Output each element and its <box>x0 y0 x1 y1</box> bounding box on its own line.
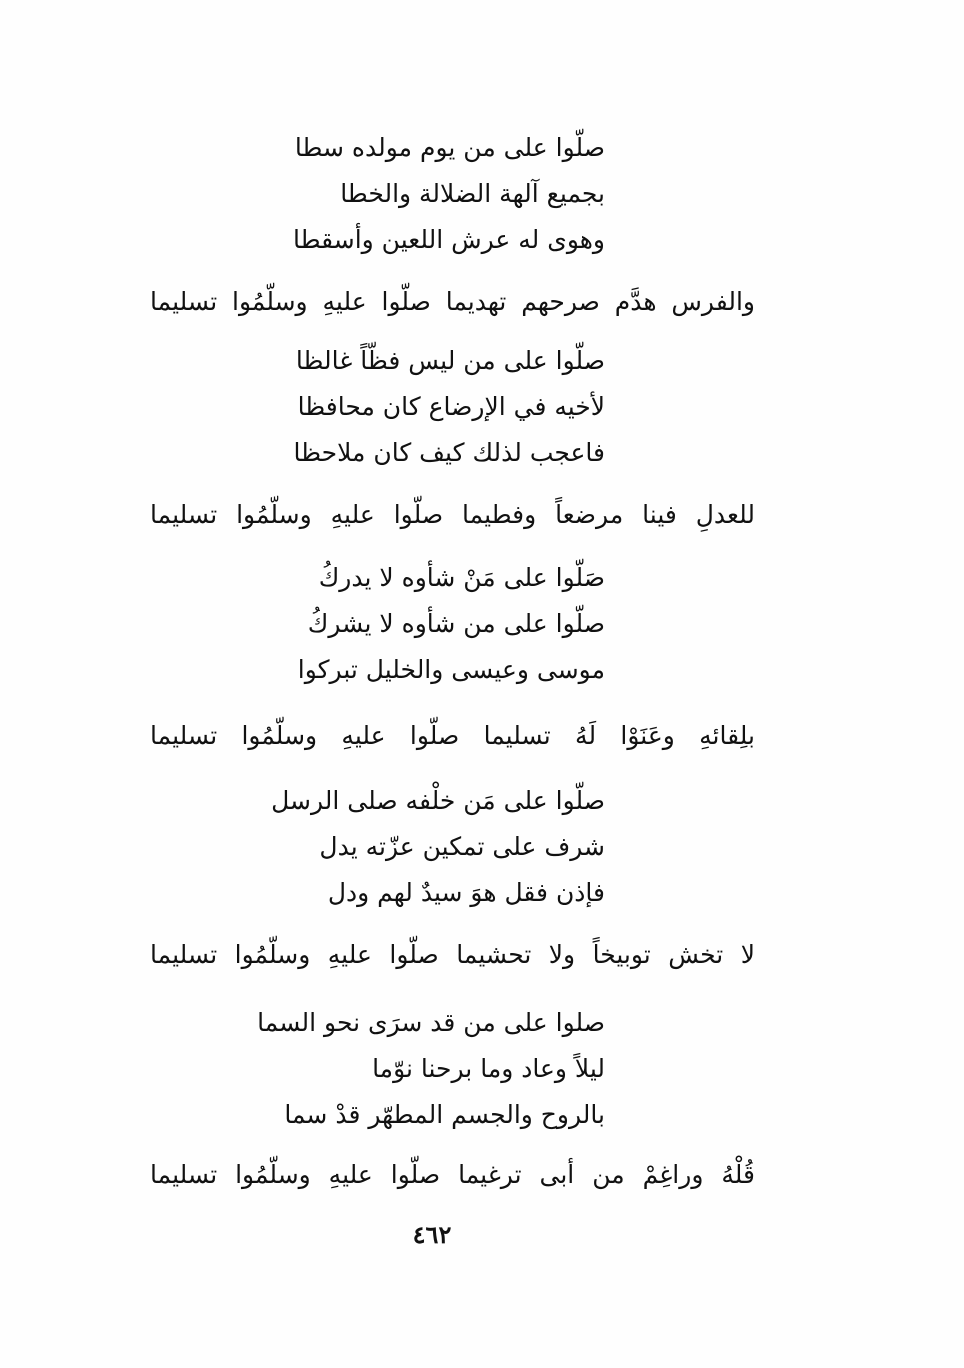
verse-line: ليلاً وعاد وما برحنا نوّما <box>372 1054 605 1083</box>
refrain-line: قُلْهُ وراغِمْ من أبى ترغيما صلّوا عليهِ وسلّمُوا تسليما <box>150 1160 755 1189</box>
verse-line: صلّوا على من ليس فظّاً غالظا <box>295 346 605 375</box>
stanza-2 <box>293 338 605 476</box>
verse-line: شرف على تمكين عزّته يدل <box>319 832 605 861</box>
refrain-line: بلِقائهِ وعَنَوْا لَهُ تسليما صلّوا عليهِ وسلّمُوا تسليما <box>150 721 755 750</box>
verse-line: صلّوا على من يوم مولده سطا <box>294 133 605 162</box>
verse-line: صلّوا على من شأوه لا يشركُ <box>307 609 605 638</box>
stanza-1 <box>293 125 605 263</box>
verse-line: صَلّوا على مَنْ شأوه لا يدركُ <box>318 563 605 592</box>
stanza-3 <box>297 555 605 693</box>
stanza-4 <box>271 778 605 916</box>
verse-line: لأخيه في الإرضاع كان محافظا <box>297 392 605 421</box>
stanza-5 <box>257 1000 605 1138</box>
refrain-line: والفرس هدَّم صرحهم تهديما صلّوا عليهِ وسلّمُوا تسليما <box>150 287 755 316</box>
verse-line: بالروح والجسم المطهّر قدْ سما <box>284 1100 605 1129</box>
page-number: ٤٦٢ <box>412 1220 452 1249</box>
verse-line: موسى وعيسى والخليل تبركوا <box>297 655 605 684</box>
verse-line: وهوى له عرش اللعين وأسقطا <box>293 225 605 254</box>
verse-line: بجميع آلهة الضلالة والخطا <box>340 179 605 208</box>
refrain-line: للعدلِ فينا مرضعاً وفطيما صلّوا عليهِ وسلّمُوا تسليما <box>150 500 755 529</box>
verse-line: فاعجب لذلك كيف كان ملاحظا <box>293 438 605 467</box>
verse-line: صلّوا على مَن خلْفه صلى الرسل <box>271 786 605 815</box>
verse-line: فإذن فقل هوَ سيدٌ لهم ودل <box>327 878 605 907</box>
verse-line: صلوا على من قد سرَى نحو السما <box>257 1008 605 1037</box>
refrain-line: لا تخش توبيخاً ولا تحشيما صلّوا عليهِ وسلّمُوا تسليما <box>150 940 755 969</box>
